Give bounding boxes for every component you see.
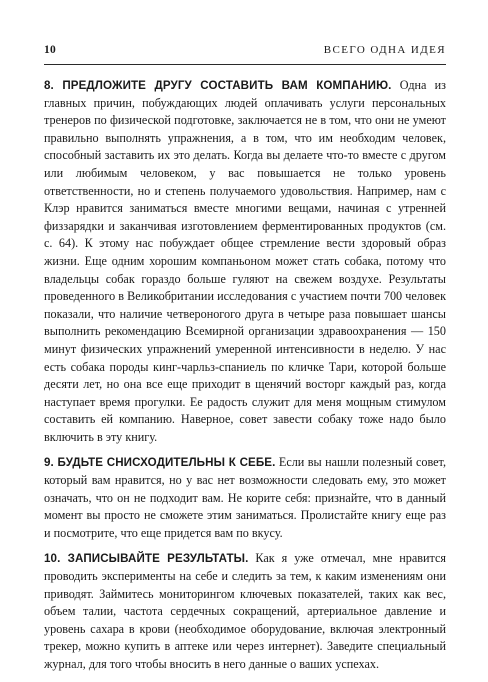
section-9-text: Если вы нашли полезный совет, который вам нравится, но у вас нет возможности следовать ему, это может означать, что он не подходит вам. Не корите себя: признайте, что в данный момент вы просто не сможете этим заниматься. Пролистайте книгу еще раз и посмотрите, что еще придется вам по вкусу. [44, 455, 447, 540]
section-9-heading: 9. БУДЬТЕ СНИСХОДИТЕЛЬНЫ К СЕБЕ. [44, 456, 276, 470]
book-title: ВСЕГО ОДНА ИДЕЯ [323, 44, 446, 56]
section-8-paragraph [44, 77, 446, 446]
section-9-paragraph [44, 454, 446, 542]
header-rule [44, 64, 446, 65]
section-10-text: Как я уже отмечал, мне нравится проводить эксперименты на себе и следить за тем, к каким изменениям они приводят. Займитесь мониторингом ключевых показателей, таких как вес, объем талии, частота сердечных сокращений, артериальное давление и уровень сахара в крови (необходимое оборудование, включая электронный трекер, можно купить в аптеке или через интернет). Заведите специальный журнал, для того чтобы вносить в него данные о ваших успехах. [44, 551, 447, 671]
section-8-heading: 8. ПРЕДЛОЖИТЕ ДРУГУ СОСТАВИТЬ ВАМ КОМПАНИЮ. [44, 79, 392, 92]
section-8-text: Одна из главных причин, побуждающих людей оплачивать услуги персональных тренеров по физической подготовке, заключается не в том, что они не умеют правильно выполнять упражнения, а в том, что им необходим человек, способный заставить их это делать. Когда вы делаете что-то вместе с другом или любимым человеком, у вас повышается не только уровень ответственности, но и степень получаемого удовольствия. Например, нам с Клэр нравится заниматься вместе многими вещами, начиная с утренней физзарядки и заканчивая изготовлением ферментированных продуктов (см. с. 64). К этому нас побуждает общее стремление вести здоровый образ жизни. Еще одним хорошим компаньоном может стать собака, потому что владельцы собак гораздо больше гуляют на свежем воздухе. Результаты проведенного в Великобритании исследования с участием почти 700 человек показали, что наличие четвероногого друга в четыре раза повышает шансы выполнить рекомендацию Всемирной организации здравоохранения — 150 минут физических упражнений умеренной интенсивности в неделю. У нас есть собака породы кинг-чарльз-спаниель по кличке Тари, которой больше десяти лет, но она все еще приходит в щенячий восторг каждый раз, когда наступает время прогулки. Ее радость служит для меня мощным стимулом составить ей компанию. Наверное, совет завести собаку тоже надо было включить в эту книгу. [44, 78, 446, 444]
page-body [44, 77, 446, 682]
page-number: 10 [44, 44, 56, 56]
section-10-paragraph [44, 550, 446, 673]
section-10-heading: 10. ЗАПИСЫВАЙТЕ РЕЗУЛЬТАТЫ. [44, 552, 249, 566]
running-head [44, 44, 446, 60]
